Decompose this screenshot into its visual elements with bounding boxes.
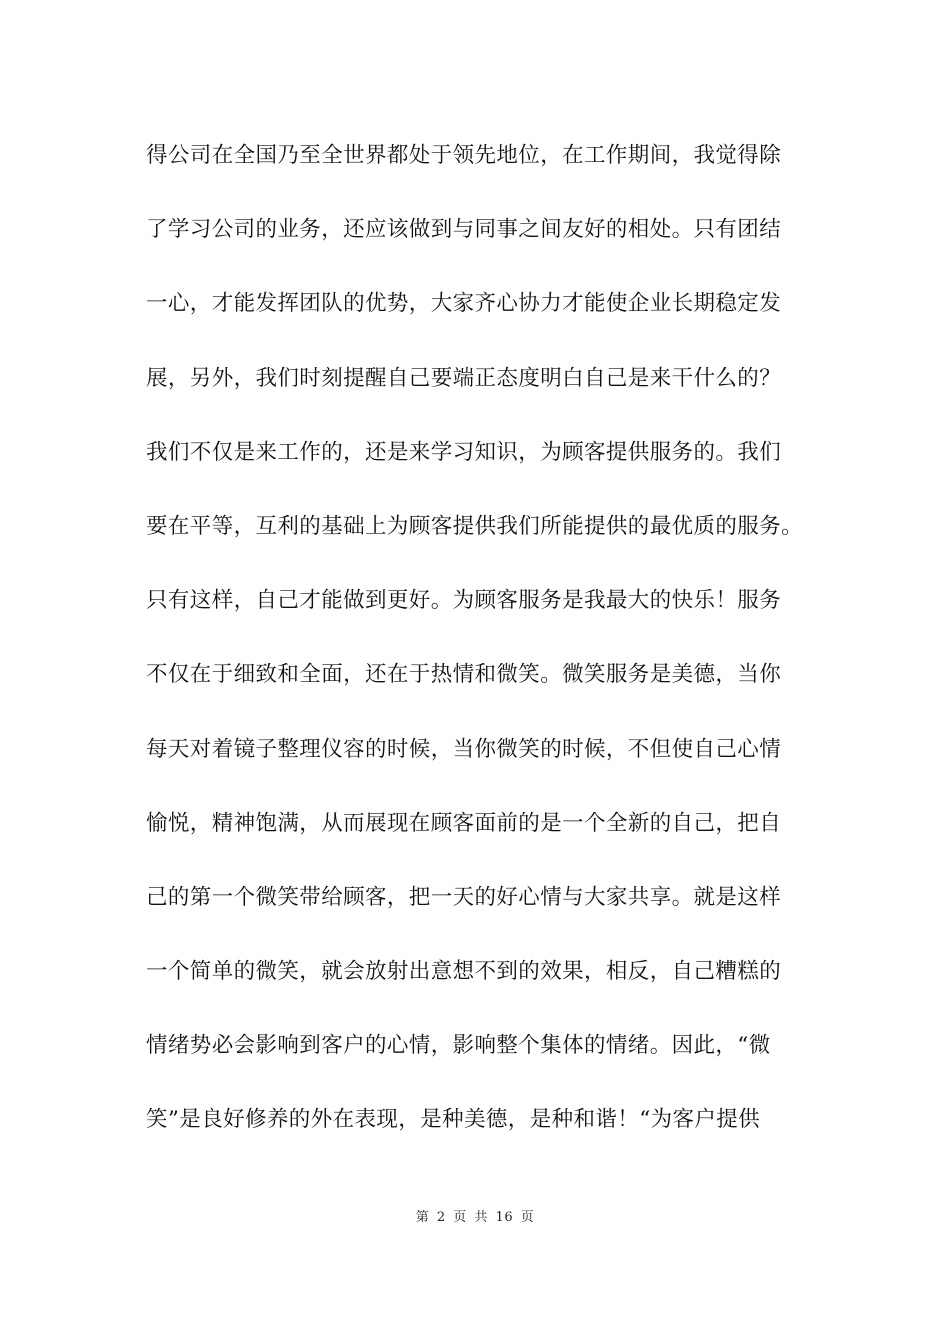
text-line: 一心，才能发挥团队的优势，大家齐心协力才能使企业长期稳定发 [146, 291, 782, 317]
page-number-footer: 第 2 页 共 16 页 [415, 1210, 535, 1225]
text-line: 情绪势必会影响到客户的心情，影响整个集体的情绪。因此，“微 [146, 1033, 771, 1059]
text-line: 不仅在于细致和全面，还在于热情和微笑。微笑服务是美德，当你 [146, 662, 782, 688]
text-line: 笑”是良好修养的外在表现，是种美德，是种和谐！“为客户提供 [146, 1107, 761, 1133]
text-line: 一个简单的微笑，就会放射出意想不到的效果，相反，自己糟糕的 [146, 959, 782, 985]
text-line: 每天对着镜子整理仪容的时候，当你微笑的时候，不但使自己心情 [146, 736, 782, 762]
text-line: 了学习公司的业务，还应该做到与同事之间友好的相处。只有团结 [146, 217, 782, 243]
text-line: 得公司在全国乃至全世界都处于领先地位，在工作期间，我觉得除 [146, 143, 782, 168]
text-line: 只有这样，自己才能做到更好。为顾客服务是我最大的快乐！服务 [146, 588, 782, 614]
text-line: 我们不仅是来工作的，还是来学习知识，为顾客提供服务的。我们 [146, 439, 782, 465]
text-line: 要在平等，互利的基础上为顾客提供我们所能提供的最优质的服务。 [146, 513, 804, 539]
body-text [146, 136, 826, 1175]
text-line: 己的第一个微笑带给顾客，把一天的好心情与大家共享。就是这样 [146, 884, 782, 910]
text-line: 展，另外，我们时刻提醒自己要端正态度明白自己是来干什么的？ [146, 365, 782, 391]
text-line: 愉悦，精神饱满，从而展现在顾客面前的是一个全新的自己，把自 [146, 810, 782, 836]
